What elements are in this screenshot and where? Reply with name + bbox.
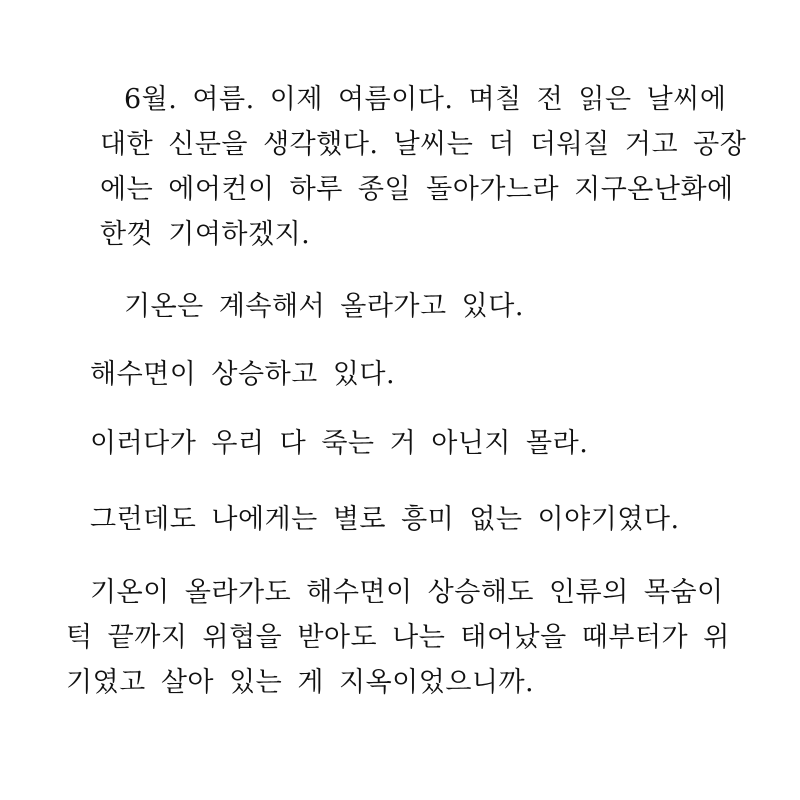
paragraph-5-line-1: 그런데도 나에게는 별로 흥미 없는 이야기였다. (90, 504, 680, 535)
paragraph-1-line-3: 에는 에어컨이 하루 종일 돌아가느라 지구온난화에 (100, 174, 734, 205)
paragraph-6-line-1: 기온이 올라가도 해수면이 상승해도 인류의 목숨이 (90, 577, 724, 608)
paragraph-6-line-2: 턱 끝까지 위협을 받아도 나는 태어났을 때부터가 위 (66, 622, 730, 653)
paragraph-1-line-1: 6월. 여름. 이제 여름이다. 며칠 전 읽은 날씨에 (124, 84, 727, 115)
paragraph-6-line-3: 기였고 살아 있는 게 지옥이었으니까. (66, 667, 535, 698)
paragraph-2-line-1: 기온은 계속해서 올라가고 있다. (124, 291, 524, 322)
paragraph-4-line-1: 이러다가 우리 다 죽는 거 아닌지 몰라. (90, 428, 589, 459)
paragraph-3-line-1: 해수면이 상승하고 있다. (90, 359, 396, 390)
paragraph-1-line-4: 한껏 기여하겠지. (100, 219, 311, 250)
paragraph-1-line-2: 대한 신문을 생각했다. 날씨는 더 더워질 거고 공장 (100, 129, 747, 160)
